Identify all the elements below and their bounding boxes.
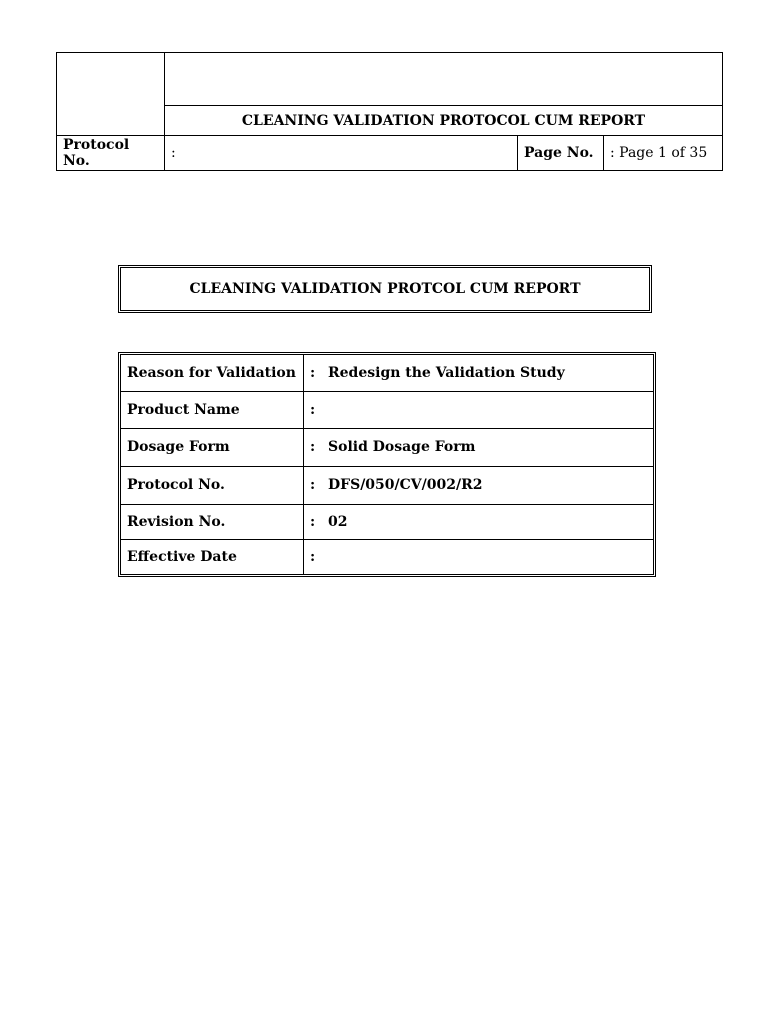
detail-row-revision [121, 504, 653, 539]
detail-colon: : [310, 439, 316, 455]
detail-value: Redesign the Validation Study [328, 364, 565, 381]
detail-colon: : [310, 548, 316, 565]
logo-area [57, 53, 165, 136]
details-box [118, 352, 656, 577]
detail-value: 02 [328, 513, 348, 530]
detail-value: DFS/050/CV/002/R2 [328, 477, 483, 493]
protocol-no-value: : [165, 136, 518, 171]
detail-row-dosage [121, 428, 653, 466]
page-no-value: : Page 1 of 35 [604, 136, 723, 171]
detail-row-product [121, 391, 653, 428]
details-table [121, 355, 653, 574]
protocol-no-label: Protocol No. [57, 136, 165, 171]
document-header [56, 52, 723, 171]
detail-row-effective-date [121, 539, 653, 574]
header-title: CLEANING VALIDATION PROTOCOL CUM REPORT [165, 106, 723, 136]
detail-row-protocol [121, 466, 653, 504]
detail-label: Reason for Validation [121, 355, 304, 391]
detail-row-reason [121, 355, 653, 391]
detail-label: Dosage Form [121, 428, 304, 466]
detail-label: Effective Date [121, 539, 304, 574]
detail-label: Revision No. [121, 504, 304, 539]
detail-colon: : [310, 513, 316, 530]
detail-label: Protocol No. [121, 466, 304, 504]
detail-colon: : [310, 364, 316, 381]
report-title: CLEANING VALIDATION PROTCOL CUM REPORT [118, 265, 652, 313]
header-blank-cell [165, 53, 723, 106]
detail-colon: : [310, 477, 316, 493]
detail-value: Solid Dosage Form [328, 439, 476, 455]
detail-colon: : [310, 401, 316, 418]
page-no-label: Page No. [518, 136, 604, 171]
detail-label: Product Name [121, 391, 304, 428]
